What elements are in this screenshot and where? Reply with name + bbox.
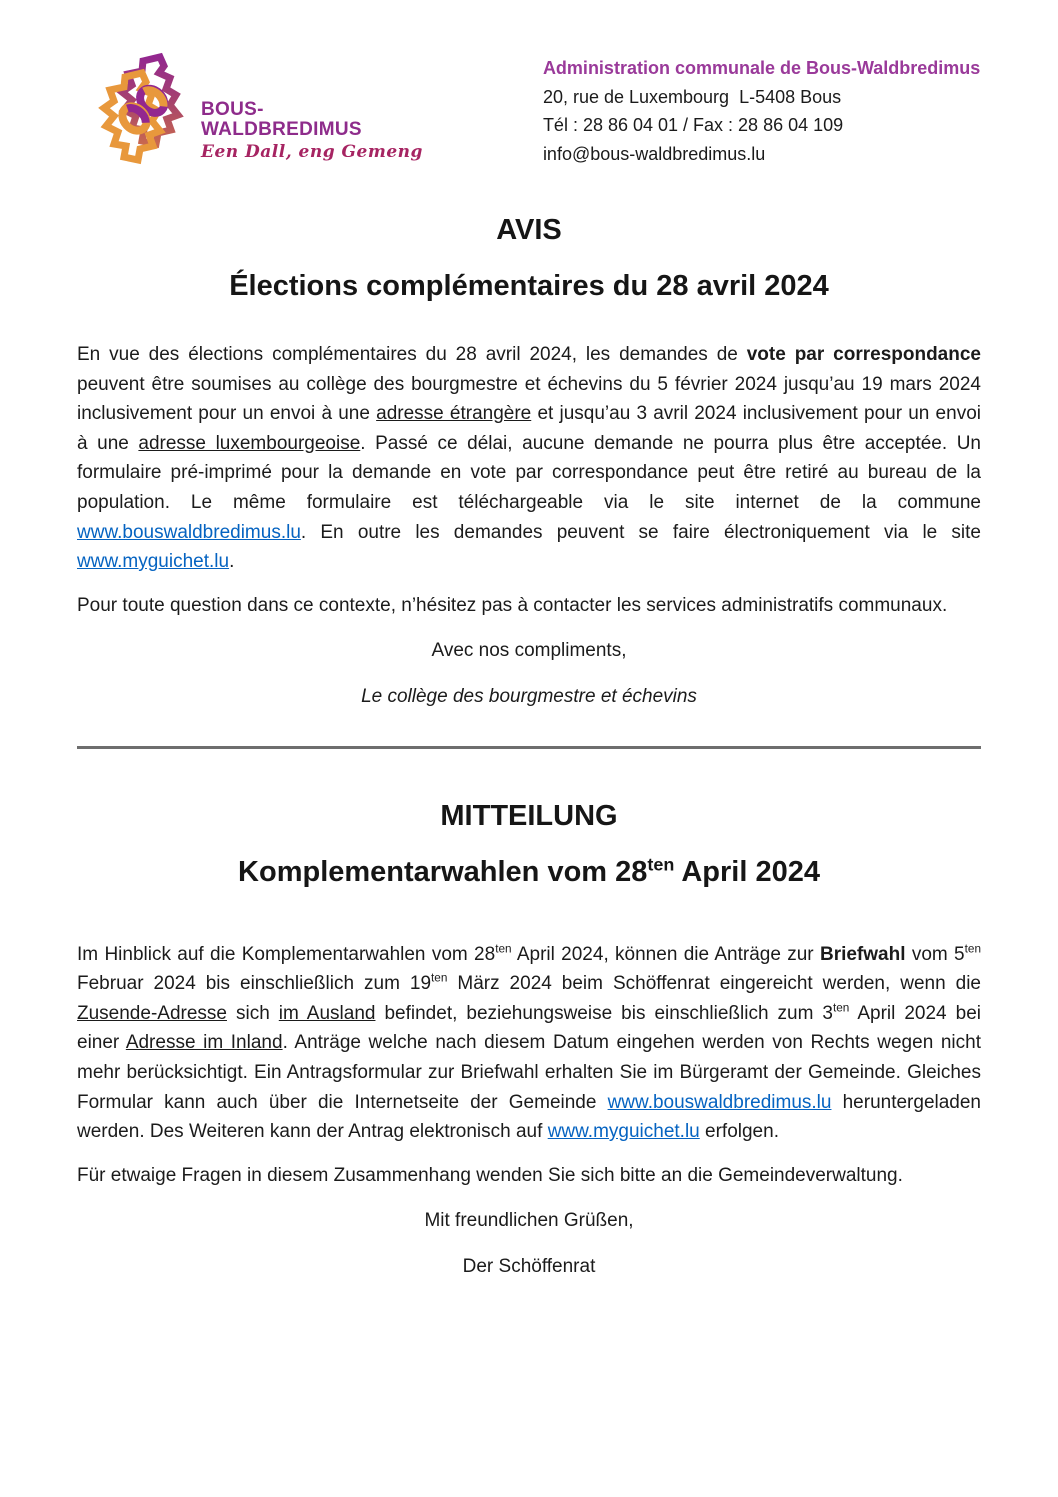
commune-emblem-icon: [93, 52, 195, 166]
avis-closing-signature: Le collège des bourgmestre et échevins: [361, 685, 697, 707]
text-run: . En outre les demandes peuvent se faire électroniquement via le site: [300, 521, 981, 543]
street-address: 20, rue de Luxembourg L-5408 Bous: [542, 86, 842, 107]
logo-name-line1: BOUS-: [201, 99, 264, 120]
text-run: Februar 2024 bis einschließlich zum 19: [77, 973, 432, 995]
text-run: ten: [495, 942, 512, 956]
text-run: heruntergeladen werden. Des Weiteren kann der Antrag elektronisch auf: [77, 1091, 981, 1143]
text-run: Zusende-Adresse: [77, 1002, 227, 1024]
commune-logo: [93, 52, 423, 166]
document-body: [77, 214, 981, 1281]
text-run: peuvent être soumises au collège des bourgmestre et échevins du 5 février 2024 jusqu’au 19 mars 2024 inclusivement pour un envoi à une: [77, 373, 981, 425]
text-run: et jusqu’au 3 avril 2024 inclusivement pour un envoi à une: [77, 403, 981, 454]
mitteilung-closing-signature: Der Schöffenrat: [462, 1255, 596, 1277]
organization-name: Administration communale de Bous-Waldbredimus: [542, 58, 981, 78]
letterhead: [77, 52, 981, 168]
avis-closing-compliments: Avec nos compliments,: [431, 640, 627, 662]
hyperlink[interactable]: www.myguichet.lu: [77, 551, 230, 573]
text-run: ten: [647, 853, 675, 874]
text-run: ten: [431, 971, 448, 985]
avis-paragraph-1: [77, 340, 981, 577]
text-run: sich: [226, 1002, 279, 1024]
text-run: . Passé ce délai, aucune demande ne pourra plus être acceptée. Un formulaire pré-imprimé pour la demande en vote par correspondance peut être retiré au bureau de la population. Le même formulaire est téléchargeable via le site internet de la commune: [77, 432, 981, 513]
text-run: März 2024 beim Schöffenrat eingereicht werden, wenn die: [447, 973, 981, 995]
text-run: Briefwahl: [819, 943, 906, 965]
phone-fax-line: Tél : 28 86 04 01 / Fax : 28 86 04 109: [542, 115, 844, 135]
text-run: .: [229, 551, 235, 573]
text-run: April 2024, können die Anträge zur: [511, 943, 820, 965]
section-mitteilung: [77, 800, 981, 1282]
text-run: vom 5: [905, 943, 965, 965]
mitteilung-paragraph-2: Für etwaige Fragen in diesem Zusammenhang wenden Sie sich bitte an die Gemeindeverwaltung.: [77, 1164, 903, 1186]
commune-logo-text: [201, 100, 423, 161]
section-divider: [77, 746, 981, 749]
text-run: erfolgen.: [699, 1121, 779, 1143]
text-run: April 2024 bei einer: [77, 1002, 981, 1054]
mitteilung-closing-greeting: Mit freundlichen Grüßen,: [424, 1210, 634, 1232]
avis-paragraph-2: Pour toute question dans ce contexte, n’hésitez pas à contacter les services administratifs communaux.: [77, 594, 948, 616]
mitteilung-title: MITTEILUNG: [440, 799, 618, 832]
hyperlink[interactable]: www.bouswaldbredimus.lu: [77, 521, 301, 543]
text-run: Komplementarwahlen vom 28: [238, 855, 648, 888]
mitteilung-subtitle: [77, 853, 981, 889]
email-address: info@bous-waldbredimus.lu: [542, 143, 766, 164]
text-run: Im Hinblick auf die Komplementarwahlen vom 28: [77, 943, 496, 965]
section-avis: [77, 214, 981, 712]
mitteilung-paragraph-1: [77, 940, 981, 1147]
text-run: im Ausland: [278, 1002, 376, 1024]
avis-subtitle: Élections complémentaires du 28 avril 2024: [229, 270, 829, 302]
text-run: April 2024: [674, 855, 820, 888]
text-run: ten: [964, 942, 981, 956]
hyperlink[interactable]: www.bouswaldbredimus.lu: [607, 1091, 832, 1113]
text-run: . Anträge welche nach diesem Datum eingehen werden von Rechts wegen nicht mehr berücksichtigt. Ein Antragsformular zur Briefwahl erhalten Sie im Bürgeramt der Gemeinde. Gleiches Formular kann auch über die Internetseite der Gemeinde: [77, 1032, 982, 1113]
text-run: En vue des élections complémentaires du 28 avril 2024, les demandes de: [77, 344, 747, 365]
sender-address-block: [543, 54, 980, 168]
avis-title: AVIS: [496, 214, 562, 246]
text-run: adresse étrangère: [376, 403, 532, 425]
hyperlink[interactable]: www.myguichet.lu: [547, 1121, 700, 1143]
logo-tagline: Een Dall, eng Gemeng: [201, 142, 423, 162]
logo-name-line2: WALDBREDIMUS: [201, 119, 362, 140]
text-run: adresse luxembourgeoise: [138, 432, 361, 454]
text-run: vote par correspondance: [746, 344, 981, 365]
text-run: befindet, beziehungsweise bis einschließlich zum 3: [375, 1002, 833, 1024]
text-run: ten: [833, 1001, 850, 1015]
text-run: Adresse im Inland: [125, 1032, 283, 1054]
